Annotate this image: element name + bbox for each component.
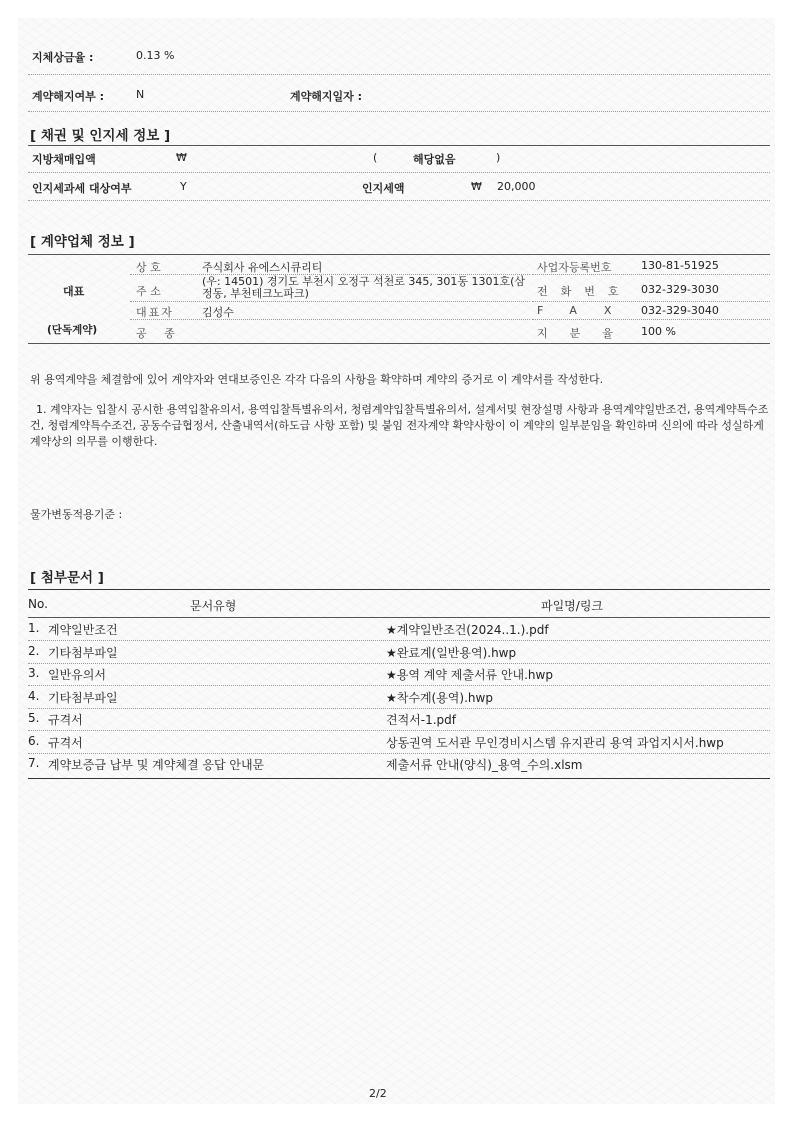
phone-label: 전화번호 [537,285,632,298]
price-basis-label: 물가변동적용기준 : [30,508,123,521]
attachment-file-link[interactable]: 상동권역 도서관 무인경비시스템 유지관리 용역 과업지시서.hwp [386,735,724,750]
attachment-type: 기타첨부파일 [48,645,118,660]
local-bond-currency: ₩ [176,151,187,164]
table-header-rule [28,617,770,618]
divider [130,301,530,302]
equity-label: 지분율 [537,327,635,340]
section-title-bond: [ 채권 및 인지세 정보 ] [30,128,171,144]
paren-close: ) [496,151,501,164]
phone-value: 032-329-3030 [641,283,719,296]
divider [532,319,770,320]
table-top-rule [28,589,770,590]
divider [532,301,770,302]
attachment-file-link[interactable]: ★완료계(일반용역).hwp [386,645,517,660]
attachment-file-link[interactable]: ★착수계(용역).hwp [386,690,493,705]
local-bond-note: 해당없음 [413,153,456,166]
section-rule [28,145,770,146]
divider [28,200,770,201]
page-number: 2/2 [369,1087,387,1100]
attachment-file-link[interactable]: 견적서-1.pdf [386,713,457,727]
local-bond-label: 지방채매입액 [32,153,96,166]
attachment-type: 계약보증금 납부 및 계약체결 응답 안내문 [48,758,265,772]
section-rule [28,343,770,344]
divider [28,111,770,112]
biz-no-value: 130-81-51925 [641,259,719,272]
section-rule [28,254,770,255]
attachment-no: 4. [28,688,40,703]
col-header-no: No. [28,597,48,611]
delay-rate-value: 0.13 % [136,49,175,62]
divider [28,74,770,75]
row-divider [28,753,770,754]
attachment-file-link[interactable]: 제출서류 안내(양식)_용역_수의.xlsm [386,758,583,772]
name-label: 상 호 [136,261,161,274]
fax-value: 032-329-3040 [641,304,719,317]
attachment-no: 7. [28,756,40,770]
row-divider [28,663,770,664]
row-divider [28,640,770,641]
divider [28,172,770,173]
attachment-no: 2. [28,643,40,658]
equity-value: 100 % [641,325,676,338]
table-bottom-rule [28,778,770,779]
stamp-tax-label: 인지세액 [362,182,405,195]
section-title-attachments: [ 첨부문서 ] [30,570,104,586]
divider [130,319,530,320]
cancel-date-label: 계약해지일자 : [290,90,362,103]
attachment-no: 1. [28,621,40,635]
stamp-tax-currency: ₩ [471,180,482,193]
divider [532,274,770,275]
cancel-label: 계약해지여부 : [32,90,104,103]
company-name: 주식회사 유에스시큐리티 [202,261,323,274]
stamp-tax-target-label: 인지세과세 대상여부 [32,182,132,195]
col-header-type: 문서유형 [190,599,237,613]
divider [130,274,530,275]
biz-no-label: 사업자등록번호 [537,261,612,274]
attachment-type: 계약일반조건 [48,623,118,637]
attachment-type: 규격서 [48,713,83,727]
stamp-tax-amount: 20,000 [497,180,536,193]
attachment-file-link[interactable]: ★계약일반조건(2024..1.).pdf [386,623,549,637]
company-role-type: (단독계약) [47,324,98,336]
attachment-no: 5. [28,711,40,725]
row-divider [28,730,770,731]
share-label: 공 종 [136,327,175,340]
attachment-file-link[interactable]: ★용역 계약 제출서류 안내.hwp [386,668,553,682]
col-header-file: 파일명/링크 [541,599,604,613]
ceo-name: 김성수 [202,306,234,319]
section-title-company: [ 계약업체 정보 ] [30,234,135,250]
attachment-type: 일반유의서 [48,668,106,682]
attachment-no: 6. [28,733,40,748]
row-divider [28,708,770,709]
attachment-no: 3. [28,666,40,680]
company-role: 대표 [63,285,85,298]
ceo-label: 대표자 [136,306,174,319]
company-address: (우: 14501) 경기도 부천시 오정구 석천로 345, 301동 1301호(삼정동, 부천테크노파크) [202,275,526,300]
intro-paragraph: 위 용역계약을 체결함에 있어 계약자와 연대보증인은 각각 다음의 사항을 확약하며 계약의 증거로 이 계약서를 작성한다. [30,373,604,386]
attachment-type: 규격서 [48,735,83,750]
cancel-value: N [136,88,145,101]
address-label: 주 소 [136,285,161,298]
fax-label: FAX [537,304,639,317]
clause-1: 1. 계약자는 입찰시 공시한 용역입찰유의서, 용역입찰특별유의서, 청렴계약입찰특별유의서, 설계서및 현장설명 사항과 용역계약일반조건, 용역계약특수조건, 청렴계약특수조건, 공동수급협정서, 산출내역서(하도급 사항 포함) 및 붙임 전자계약 확약사항이 이 계약의 일부분임을 확인하며 신의에 따라 성실하게 계약상의 의무를 이행한다. [30,403,769,448]
paren-open: ( [373,151,378,164]
row-divider [28,685,770,686]
delay-rate-label: 지체상금율 : [32,51,94,64]
attachment-type: 기타첨부파일 [48,690,118,705]
stamp-tax-target-value: Y [180,180,187,193]
